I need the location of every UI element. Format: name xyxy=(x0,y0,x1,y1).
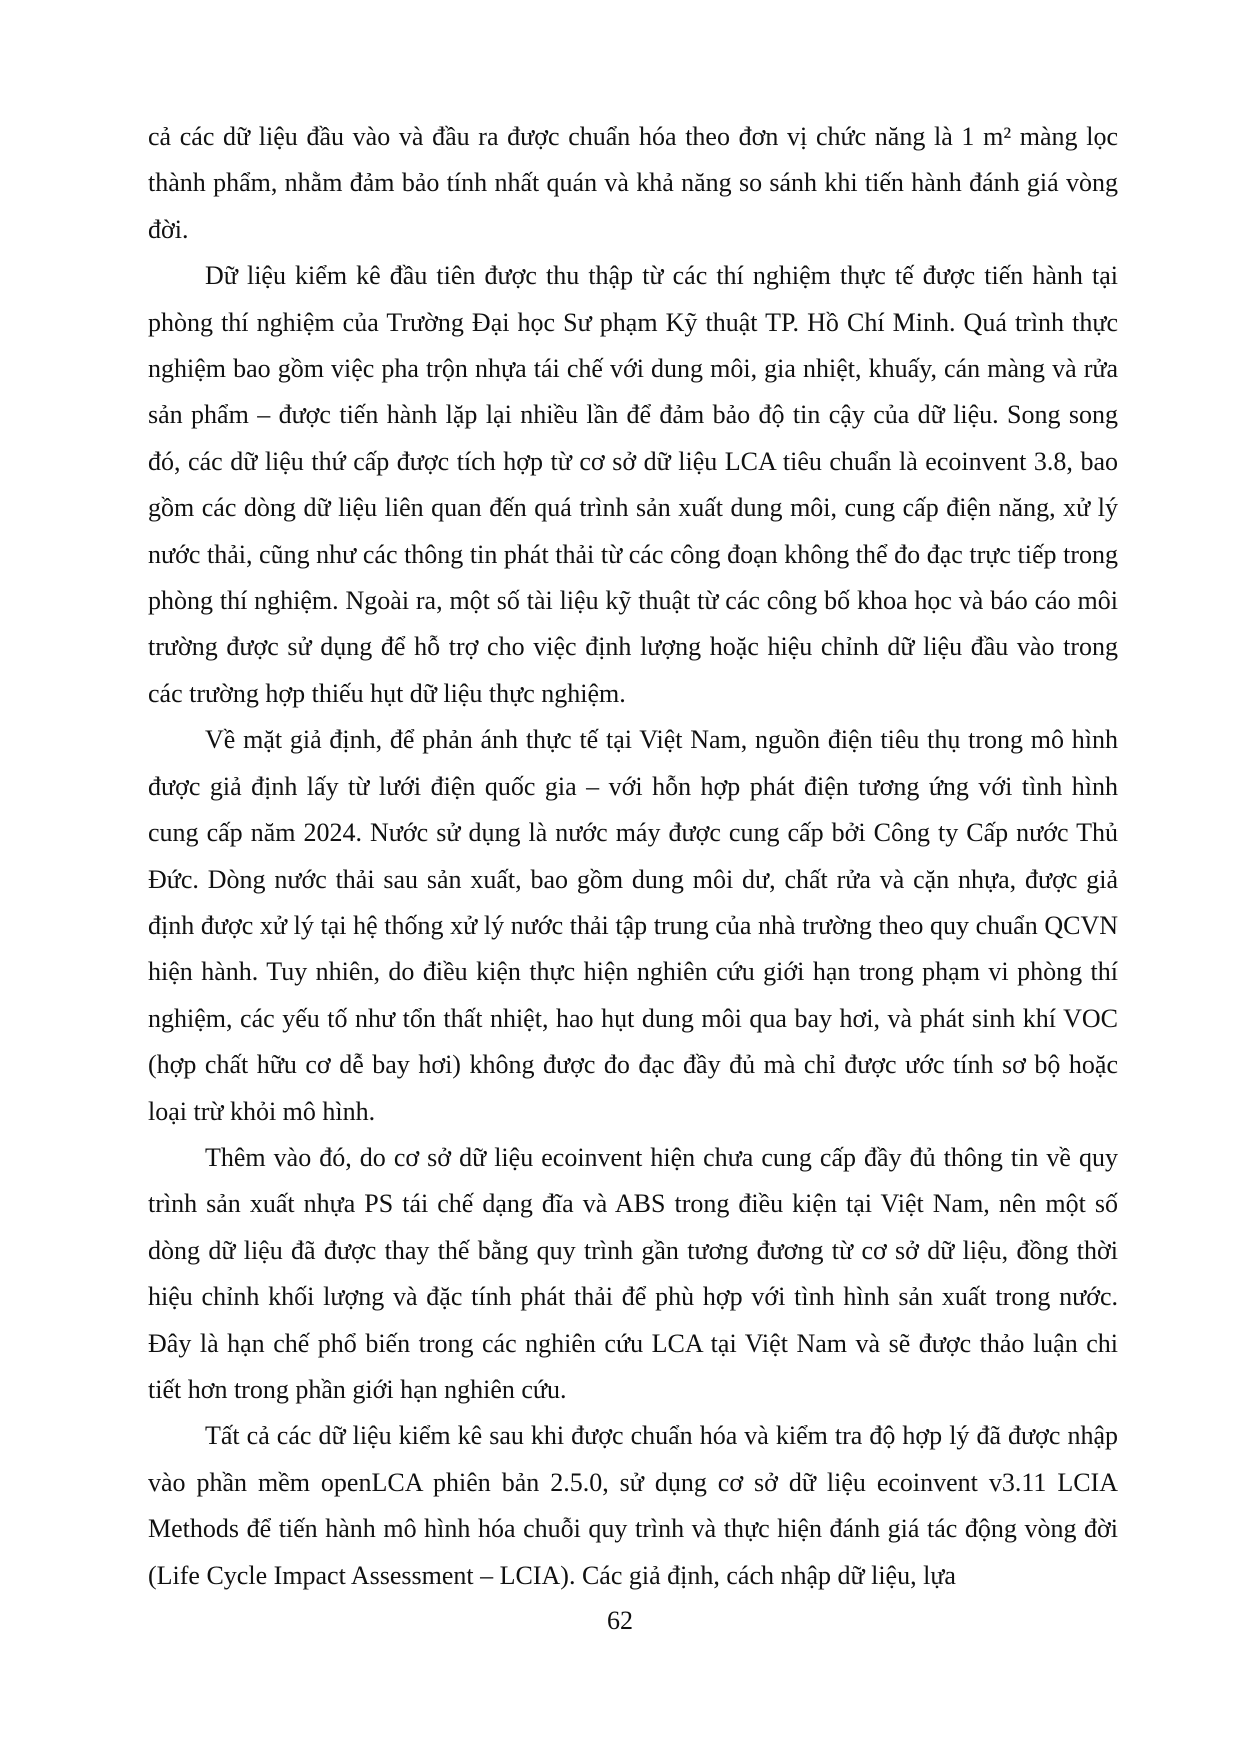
body-text xyxy=(148,114,1118,1599)
page-number: 62 xyxy=(607,1606,633,1635)
paragraph-assumptions: Về mặt giả định, để phản ánh thực tế tại Việt Nam, nguồn điện tiêu thụ trong mô hình được giả định lấy từ lưới điện quốc gia – với hỗn hợp phát điện tương ứng với tình hình cung cấp năm 2024. Nước sử dụng là nước máy được cung cấp bởi Công ty Cấp nước Thủ Đức. Dòng nước thải sau sản xuất, bao gồm dung môi dư, chất rửa và cặn nhựa, được giả định được xử lý tại hệ thống xử lý nước thải tập trung của nhà trường theo quy chuẩn QCVN hiện hành. Tuy nhiên, do điều kiện thực hiện nghiên cứu giới hạn trong phạm vi phòng thí nghiệm, các yếu tố như tổn thất nhiệt, hao hụt dung môi qua bay hơi, và phát sinh khí VOC (hợp chất hữu cơ dễ bay hơi) không được đo đạc đầy đủ mà chỉ được ước tính sơ bộ hoặc loại trừ khỏi mô hình. xyxy=(148,725,1118,1126)
paragraph-functional-unit: cả các dữ liệu đầu vào và đầu ra được chuẩn hóa theo đơn vị chức năng là 1 m² màng lọc thành phẩm, nhằm đảm bảo tính nhất quán và khả năng so sánh khi tiến hành đánh giá vòng đời. xyxy=(148,122,1118,244)
paragraph-inventory-data: Dữ liệu kiểm kê đầu tiên được thu thập từ các thí nghiệm thực tế được tiến hành tại phòng thí nghiệm của Trường Đại học Sư phạm Kỹ thuật TP. Hồ Chí Minh. Quá trình thực nghiệm bao gồm việc pha trộn nhựa tái chế với dung môi, gia nhiệt, khuấy, cán màng và rửa sản phẩm – được tiến hành lặp lại nhiều lần để đảm bảo độ tin cậy của dữ liệu. Song song đó, các dữ liệu thứ cấp được tích hợp từ cơ sở dữ liệu LCA tiêu chuẩn là ecoinvent 3.8, bao gồm các dòng dữ liệu liên quan đến quá trình sản xuất dung môi, cung cấp điện năng, xử lý nước thải, cũng như các thông tin phát thải từ các công đoạn không thể đo đạc trực tiếp trong phòng thí nghiệm. Ngoài ra, một số tài liệu kỹ thuật từ các công bố khoa học và báo cáo môi trường được sử dụng để hỗ trợ cho việc định lượng hoặc hiệu chỉnh dữ liệu đầu vào trong các trường hợp thiếu hụt dữ liệu thực nghiệm. xyxy=(148,261,1118,708)
paragraph-database-limitations: Thêm vào đó, do cơ sở dữ liệu ecoinvent hiện chưa cung cấp đầy đủ thông tin về quy trình sản xuất nhựa PS tái chế dạng đĩa và ABS trong điều kiện tại Việt Nam, nên một số dòng dữ liệu đã được thay thế bằng quy trình gần tương đương từ cơ sở dữ liệu, đồng thời hiệu chỉnh khối lượng và đặc tính phát thải để phù hợp với tình hình sản xuất trong nước. Đây là hạn chế phổ biến trong các nghiên cứu LCA tại Việt Nam và sẽ được thảo luận chi tiết hơn trong phần giới hạn nghiên cứu. xyxy=(148,1142,1118,1404)
paragraph-openlca-modeling: Tất cả các dữ liệu kiểm kê sau khi được chuẩn hóa và kiểm tra độ hợp lý đã được nhập vào phần mềm openLCA phiên bản 2.5.0, sử dụng cơ sở dữ liệu ecoinvent v3.11 LCIA Methods để tiến hành mô hình hóa chuỗi quy trình và thực hiện đánh giá tác động vòng đời (Life Cycle Impact Assessment – LCIA). Các giả định, cách nhập dữ liệu, lựa xyxy=(148,1421,1118,1590)
